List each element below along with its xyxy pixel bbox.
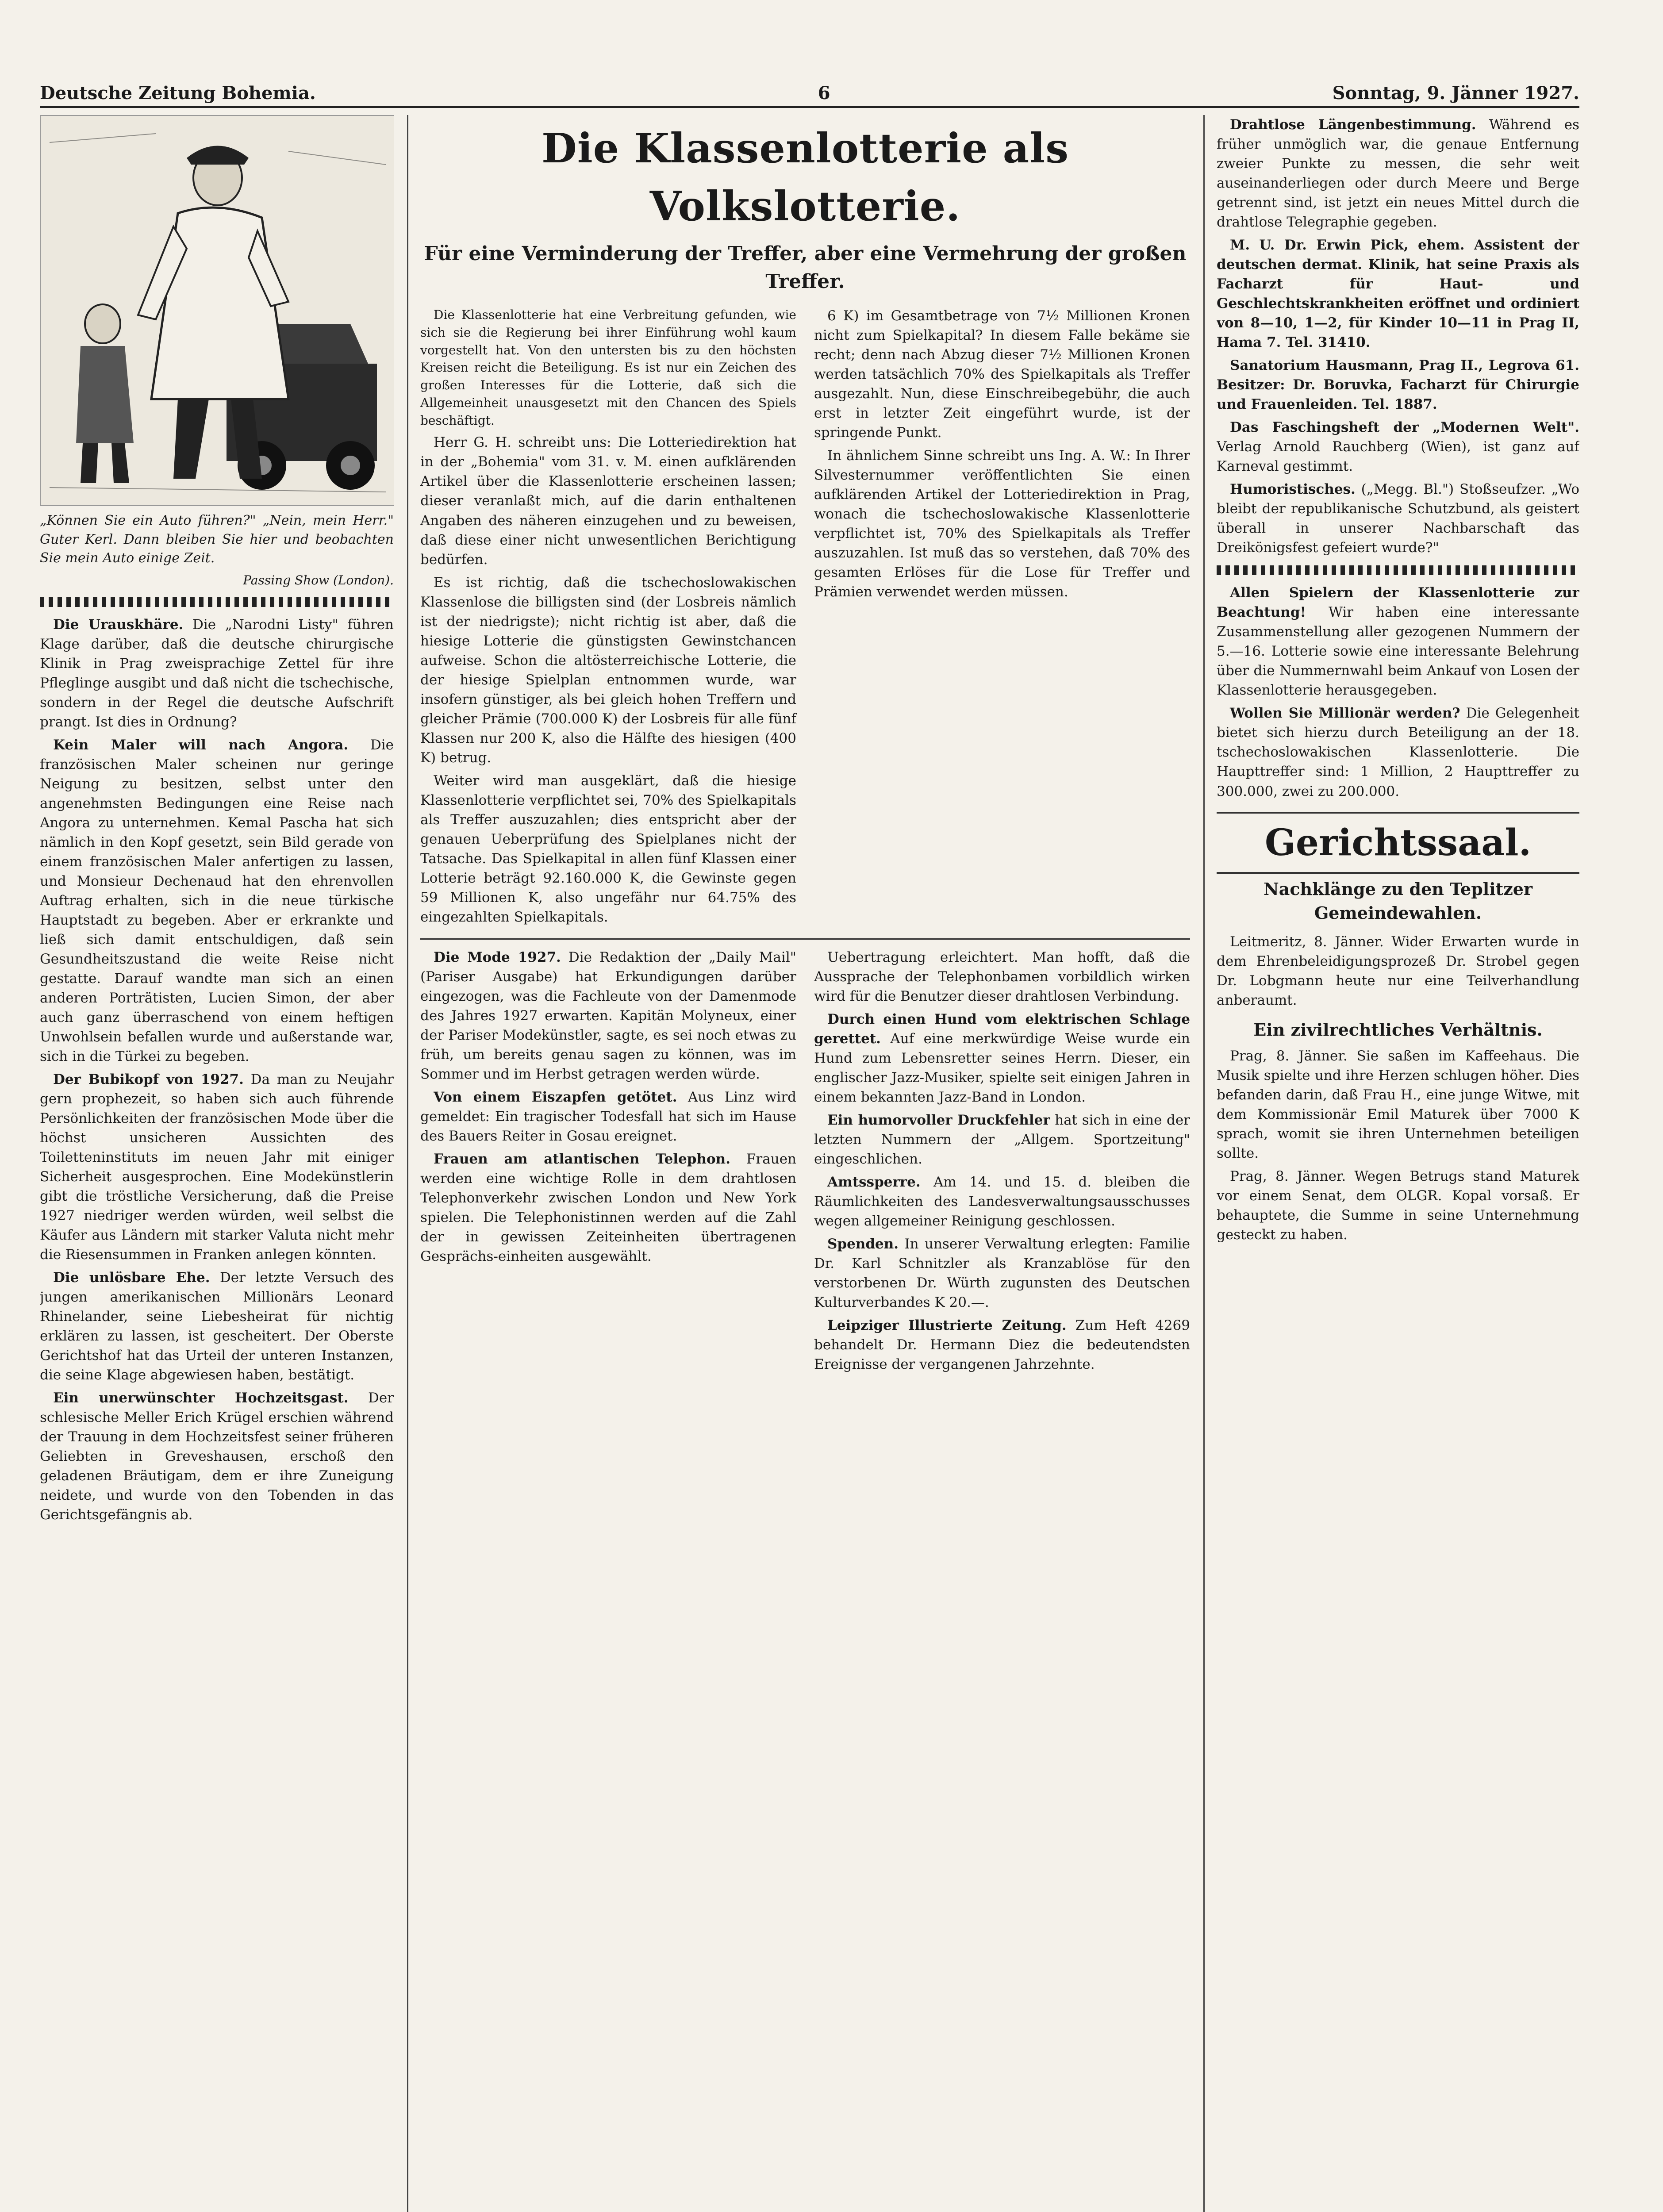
article-paragraph: Uebertragung erleichtert. Man hofft, daß die Aussprache der Telephonbamen vorbildlich wirken wird für die Benutzer dieser drahtlosen Verbindung. — [814, 949, 1190, 1004]
cartoon-illustration — [40, 115, 394, 506]
lottery-article-left — [420, 306, 796, 930]
article-paragraph: Ein humorvoller Druckfehler hat sich in eine der letzten Nummern der „Allgem. Sportzeitung" eingeschlichen. — [814, 1112, 1190, 1167]
section-subtitle: Nachklänge zu den Teplitzer Gemeindewahlen. — [1263, 879, 1533, 923]
article-paragraph: Das Faschingsheft der „Modernen Welt". Verlag Arnold Rauchberg (Wien), ist ganz auf Karneval gestimmt. — [1217, 419, 1579, 475]
article-paragraph: Es ist richtig, daß die tschechoslowakischen Klassenlose die billigsten sind (der Losbreis nämlich ist der niedrigste); nicht richtig ist aber, daß die hiesige Lotterie die günstigsten Gewinstchancen aufweise. Schon die altösterreichische Lotterie, die der hiesige Spielplan entnommen wurde, war insofern günstiger, als bei gleich hohen Treffern und gleicher Prämie (700.000 K) der Losbreis für alle fünf Klassen nur 200 K, also die Hälfte des hiesigen (400 K) betrug. — [420, 574, 796, 766]
article-paragraph: Die unlösbare Ehe. Der letzte Versuch des jungen amerikanischen Millionärs Leonard Rhinelander, seine Liebesheirat für nichtig erklären zu lassen, ist gescheitert. Der Oberste Gerichtshof hat das Urteil der unteren Instanzen, die seine Klage abgewiesen haben, bestätigt. — [40, 1270, 394, 1383]
page-header — [40, 80, 1579, 108]
advert-paragraph: Allen Spielern der Klassenlotterie zur Beachtung! Wir haben eine interessante Zusammenstellung aller gezogenen Nummern der 5.—16. Lotterie sowie eine interessante Belehrung über die Nummernwahl beim Ankauf von Losen der Klassenlotterie herausgegeben. — [1217, 585, 1579, 699]
center-column — [420, 115, 1190, 2212]
main-headline: Die Klassenlotterie als Volkslotterie. — [541, 124, 1069, 230]
article-paragraph: Prag, 8. Jänner. Sie saßen im Kaffeehaus. Die Musik spielte und ihre Herzen schlugen höher. Dies befanden darin, daß Frau H., eine junge Witwe, mit dem Kommissionär Emil Maturek über 7000 K sprach, womit sie ihren Unternehmen beteiligen sollte. — [1217, 1048, 1579, 1161]
main-subheadline: Für eine Verminderung der Treffer, aber eine Vermehrung der großen Treffer. — [424, 242, 1187, 293]
article-paragraph: Spenden. In unserer Verwaltung erlegten: Familie Dr. Karl Schnitzler als Kranzablöse für den verstorbenen Dr. Würth zugunsten des Deutschen Kulturverbandes K 20.—. — [814, 1236, 1190, 1311]
article-paragraph: Leitmeritz, 8. Jänner. Wider Erwarten wurde in dem Ehrenbeleidigungsprozeß Dr. Strobel gegen Dr. Lobgmann heute nur eine Teilverhandlung anberaumt. — [1217, 933, 1579, 1008]
news-items-left — [420, 948, 796, 1378]
news-items-right — [814, 948, 1190, 1378]
article-paragraph: Herr G. H. schreibt uns: Die Lotteriedirektion hat in der „Bohemia" vom 31. v. M. einen aufklärenden Artikel über die Klassenlotterie erscheinen lassen; dieser veranlaßt mich, auf die darin enthaltenen Angaben des näheren einzugehen und zu beweisen, daß diese einer nicht unwesentlichen Berichtigung bedürfen. — [420, 434, 796, 568]
advert-paragraph: Wollen Sie Millionär werden? Die Gelegenheit bietet sich hierzu durch Beteiligung an der 18. tschechoslowakischen Klassenlotterie. Die Haupttreffer sind: 1 Million, 2 Haupttreffer zu 300.000, zwei zu 200.000. — [1217, 705, 1579, 799]
article-paragraph: Durch einen Hund vom elektrischen Schlage gerettet. Auf eine merkwürdige Weise wurde ein Hund zum Lebensretter seines Herrn. Dieser, ein englischer Jazz-Musiker, spielte seit einigen Jahren in einem bekannten Jazz-Band in London. — [814, 1011, 1190, 1105]
cartoon-drawing — [41, 116, 394, 505]
column-divider — [1203, 115, 1205, 2212]
article-paragraph: Weiter wird man ausgeklärt, daß die hiesige Klassenlotterie verpflichtet sei, 70% des Spielkapitals als Treffer auszuzahlen; dies entspricht aber der genauen Ueberprüfung des Spielplanes nicht der Tatsache. Das Spielkapital in allen fünf Klassen einer Lotterie beträgt 92.160.000 K, die Gewinste gegen 59 Millionen K, also ungefähr nur 64.75% des eingezahlten Spielkapitals. — [420, 772, 796, 925]
article-paragraph: Von einem Eiszapfen getötet. Aus Linz wird gemeldet: Ein tragischer Todesfall hat sich im Hause des Bauers Reiter in Gosau ereignet. — [420, 1089, 797, 1144]
masthead: Deutsche Zeitung Bohemia. — [40, 82, 316, 104]
lottery-article-right — [814, 306, 1190, 930]
article-paragraph: Amtssperre. Am 14. und 15. d. bleiben die Räumlichkeiten des Landesverwaltungsausschusses wegen allgemeiner Reinigung geschlossen. — [814, 1174, 1190, 1229]
notice-paragraph: M. U. Dr. Erwin Pick, ehem. Assistent der deutschen dermat. Klinik, hat seine Praxis als Facharzt für Haut- und Geschlechtskrankheiten eröffnet und ordiniert von 8—10, 1—2, für Kinder 10—11 in Prag II, Hama 7. Tel. 31410. — [1217, 237, 1579, 351]
section-title-gerichtssaal: Gerichtssaal. — [1217, 812, 1579, 874]
article-paragraph: Frauen am atlantischen Telephon. Frauen werden eine wichtige Rolle in dem drahtlosen Telephonverkehr zwischen London und New York spielen. Die Telephonistinnen werden auf die Zahl der in gewissen Zeiteinheiten übertragenen Gesprächs-einheiten ausgewählt. — [420, 1151, 797, 1265]
article-paragraph: Der Bubikopf von 1927. Da man zu Neujahr gern prophezeit, so haben sich auch führende Persönlichkeiten der französischen Mode über die höchst unsicheren Aussichten des Toiletteninstituts im neuen Jahr mit einiger Sicherheit ausgesprochen. Eine Modekünstlerin gibt die tröstliche Versicherung, daß die Preise 1927 niedriger werden würden, weil selbst die Käufer aus Ländern mit starker Valuta nicht mehr die Riesensummen in Franken anlegen könnten. — [40, 1071, 394, 1263]
right-column — [1217, 115, 1579, 2212]
cartoon-credit: Passing Show (London). — [243, 572, 394, 588]
article-paragraph: Drahtlose Längenbestimmung. Während es früher unmöglich war, die genaue Entfernung zweier Punkte zu messen, die sehr weit auseinanderliegen oder durch Meere und Berge getrennt sind, ist jetzt ein neues Mittel durch die drahtlose Telegraphie gegeben. — [1217, 117, 1579, 230]
left-column — [40, 115, 394, 2212]
article-paragraph: Ein unerwünschter Hochzeitsgast. Der schlesische Meller Erich Krügel erschien während der Trauung in dem Hochzeitsfest seiner früheren Geliebten in Greveshausen, erschoß den geladenen Bräutigam, dem er ihre Zuneigung neidete, und wurde von den Tobenden in das Gerichtsgefängnis ab. — [40, 1390, 394, 1523]
notice-paragraph: Sanatorium Hausmann, Prag II., Legrova 61. Besitzer: Dr. Boruvka, Facharzt für Chirurgie und Frauenleiden. Tel. 1887. — [1217, 357, 1579, 413]
page-number: 6 — [818, 82, 830, 104]
article-paragraph: Prag, 8. Jänner. Wegen Betrugs stand Maturek vor einem Senat, dem OLGR. Kopal vorsaß. Er behauptete, die Summe in seine Unternehmung gesteckt zu haben. — [1217, 1168, 1579, 1243]
column-divider — [407, 115, 408, 2212]
ornamental-divider — [40, 597, 394, 607]
article-paragraph: 6 K) im Gesamtbetrage von 7½ Millionen Kronen nicht zum Spielkapital? In diesem Falle bekäme sie recht; denn nach Abzug dieser 7½ Millionen Kronen werden tatsächlich 70% des Spielkapitals als Treffer ausgezahlt. Nun, diese Einschreibegebühr, die auch erst in letzter Zeit eingeführt wurde, ist der springende Punkt. — [814, 308, 1190, 441]
article-paragraph: Humoristisches. („Megg. Bl.") Stoßseufzer. „Wo bleibt der republikanische Schutzbund, als geistert überall in unserer Nachbarschaft das Dreikönigsfest gefeiert wurde?" — [1217, 481, 1579, 556]
issue-date: Sonntag, 9. Jänner 1927. — [1332, 82, 1579, 104]
article-intro: Die Klassenlotterie hat eine Verbreitung gefunden, wie sich sie die Regierung bei ihrer Einführung wohl kaum vorgestellt hat. Von den untersten bis zu den höchsten Kreisen reicht die Beteiligung. Es ist nur ein Zeichen des großen Interesses für die Lotterie, daß sich die Allgemeinheit unausgesetzt mit den Chancen des Spiels beschäftigt. — [420, 307, 796, 428]
article-paragraph: Kein Maler will nach Angora. Die französischen Maler scheinen nur geringe Neigung zu besitzen, selbst unter den angenehmsten Bedingungen eine Reise nach Angora zu unternehmen. Kemal Pascha hat sich nämlich in den Kopf gesetzt, sein Bild gerade von einem französischen Maler anfertigen zu lassen, und Monsieur Dechenaud hat den ehrenvollen Auftrag erhalten, sich in die neue türkische Hauptstadt zu begeben. Aber er erkrankte und ließ sich damit entschuldigen, daß sein Gesundheitszustand die weite Reise nicht gestatte. Darauf wandte man sich an einen anderen Porträtisten, Lucien Simon, der aber auch ganz überraschend von einem heftigen Unwohlsein befallen wurde und außerstande war, sich in die Türkei zu begeben. — [40, 737, 394, 1064]
newspaper-page — [40, 80, 1579, 2212]
lottery-article-body — [420, 306, 1190, 930]
article-paragraph: Leipziger Illustrierte Zeitung. Zum Heft 4269 behandelt Dr. Hermann Diez die bedeutendsten Ereignisse der vergangenen Jahrzehnte. — [814, 1317, 1190, 1373]
news-items — [420, 948, 1190, 1378]
ornamental-divider — [1217, 565, 1579, 575]
article-heading: Ein zivilrechtliches Verhältnis. — [1253, 1019, 1543, 1040]
article-paragraph: Die Mode 1927. Die Redaktion der „Daily Mail" (Pariser Ausgabe) hat Erkundigungen darüber eingezogen, was die Fachleute von der Damenmode des Jahres 1927 erwarten. Kapitän Molyneux, einer der Pariser Modekünstler, sagte, es sei noch etwas zu früh, um bereits genau sagen zu können, was im Sommer und im Herbst getragen werden würde. — [420, 949, 796, 1082]
article-paragraph: Die Urauskhäre. Die „Narodni Listy" führen Klage darüber, daß die deutsche chirurgische Klinik in Prag zweisprachige Zettel für ihre Pfleglinge ausgibt und daß nicht die tschechische, sondern in der Regel die deutsche Aufschrift prangt. Ist dies in Ordnung? — [40, 616, 394, 730]
cartoon-caption: „Können Sie ein Auto führen?" „Nein, mein Herr." Guter Kerl. Dann bleiben Sie hier und beobachten Sie mein Auto einige Zeit. — [40, 513, 394, 566]
article-paragraph: In ähnlichem Sinne schreibt uns Ing. A. W.: In Ihrer Silvesternummer veröffentlichten Sie einen aufklärenden Artikel der Lotteriedirektion in Prag, wonach die tschechoslowakische Klassenlotterie verpflichtet ist, 70% des Spielkapitals als Treffer auszuzahlen. Ist muß das so verstehen, daß 70% des gesamten Erlöses für die Lose für Treffer und Prämien verwendet werden müssen. — [814, 448, 1190, 600]
section-rule — [420, 938, 1190, 940]
